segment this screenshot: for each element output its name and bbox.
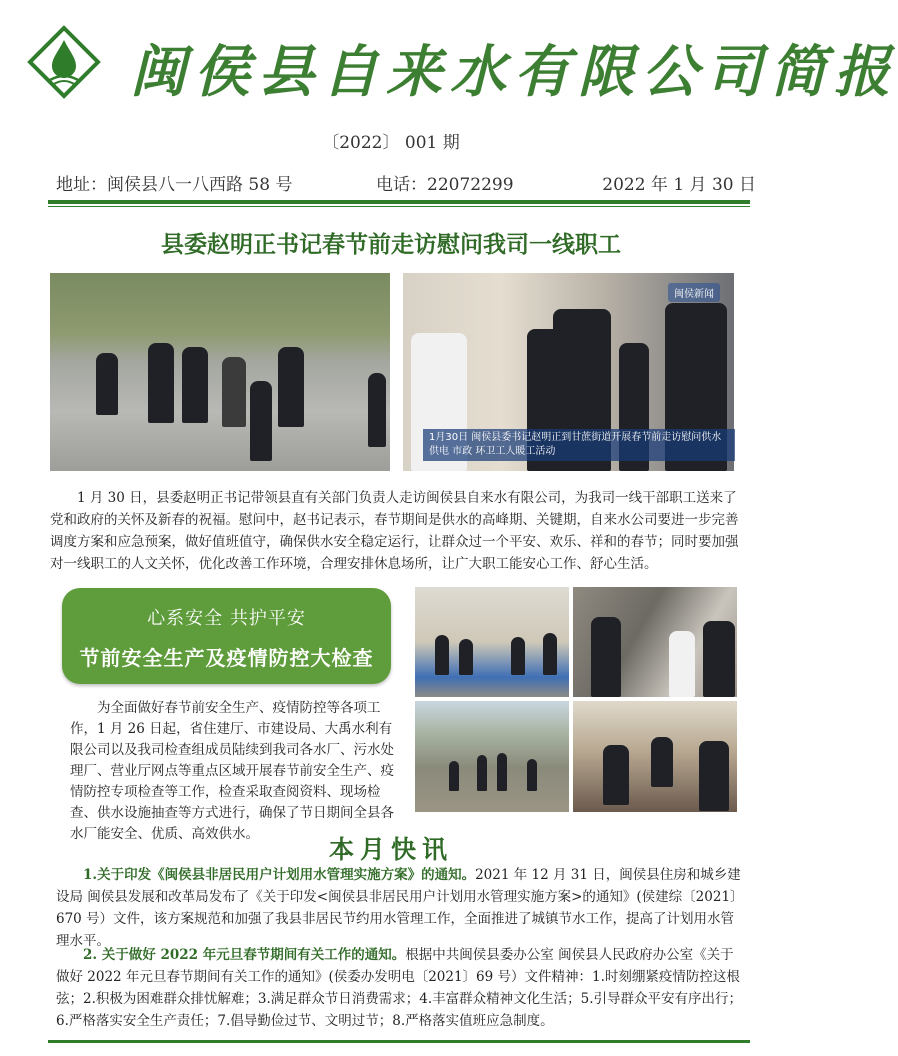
footer-divider: [48, 1040, 750, 1043]
news-item-2-body: 根据中共闽侯县委办公室 闽侯县人民政府办公室《关于做好 2022 年元旦春节期间有关工作的通知》(侯委办发明电〔2021〕69 号）文件精神：1.时刻绷紧疫情防控这根弦；2.积极为困难群众排忧解难；3.满足群众节日消费需求；4.丰富群众精神文化生活；5.引导群众平安有序出行；6.严格落实安全生产责任；7.倡导勤俭过节、文明过节；8.严格落实值班应急制度。: [56, 947, 743, 1029]
issue-date: 2022 年 1 月 30 日: [602, 175, 756, 195]
company-logo: [28, 26, 100, 98]
article2-body: 为全面做好春节前安全生产、疫情防控等各项工作，1 月 26 日起，省住建厅、市建设局、大禹水利有限公司以及我司检查组成员陆续到我司各水厂、污水处理厂、营业厅网点等重点区域开展春节前安全生产、疫情防控专项检查等工作，检查采取查阅资料、现场检查、供水设施抽查等方式进行，确保了节日期间全县各水厂能安全、优质、高效供水。: [70, 700, 394, 842]
contact-info-row: [56, 170, 756, 196]
news-item-1-body: 2021 年 12 月 31 日，闽侯县住房和城乡建设局 闽侯县发展和改革局发布了《关于印发<闽侯县非居民用户计划用水管理实施方案>的通知》(侯建综〔2021〕670 号）文件，该方案规范和加强了我县非居民节约用水管理工作，全面推进了城镇节水工作，提高了计划用水管理水平。: [56, 867, 744, 949]
article1-headline: 县委赵明正书记春节前走访慰问我司一线职工: [161, 231, 621, 258]
news-item-1: [56, 864, 746, 952]
news-item-2: [56, 944, 746, 1032]
inspection-photo-meeting: [573, 701, 737, 812]
phone-text: 电话：22072299: [376, 175, 514, 195]
address-text: 地址：闽侯县八一八西路 58 号: [56, 175, 293, 195]
inspection-photo-pump-room: [573, 587, 737, 697]
photo-caption: 1月30日 闽侯县委书记赵明正到甘蔗街道开展春节前走访慰问供水 供电 市政 环卫工人暖工活动: [423, 429, 735, 461]
issue-number: 〔2022〕 001 期: [322, 133, 460, 153]
header-divider-thin: [48, 206, 750, 207]
article1-body: 1 月 30 日，县委赵明正书记带领县直有关部门负责人走访闽侯县自来水有限公司，为我司一线干部职工送来了党和政府的关怀及新春的祝福。慰问中，赵书记表示，春节期间是供水的高峰期、关键期，自来水公司要进一步完善调度方案和应急预案，做好值班值守，确保供水安全稳定运行，让群众过一个平安、欢乐、祥和的春节；同时要加强对一线职工的人文关怀，优化改善工作环境，合理安排休息场所，让广大职工能安心工作、舒心生活。: [50, 490, 739, 572]
masthead-title: 闽侯县自来水有限公司简报: [130, 39, 898, 105]
news-item-2-lead: 2. 关于做好 2022 年元旦春节期间有关工作的通知。: [83, 947, 406, 963]
news-section-title: 本月快讯: [328, 835, 453, 864]
visit-photo-indoor: [403, 273, 734, 471]
safety-banner: [62, 588, 391, 684]
banner-line2: 节前安全生产及疫情防控大检查: [79, 646, 374, 670]
header-divider: [48, 200, 750, 204]
news-channel-tag: 闽侯新闻: [668, 283, 720, 302]
inspection-photo-control-room: [415, 587, 569, 697]
visit-photo-outdoor: [50, 273, 390, 471]
banner-line1: 心系安全 共护平安: [147, 608, 306, 629]
news-item-1-lead: 1.关于印发《闽侯县非居民用户计划用水管理实施方案》的通知。: [83, 867, 476, 883]
inspection-photo-construction-site: [415, 701, 569, 812]
